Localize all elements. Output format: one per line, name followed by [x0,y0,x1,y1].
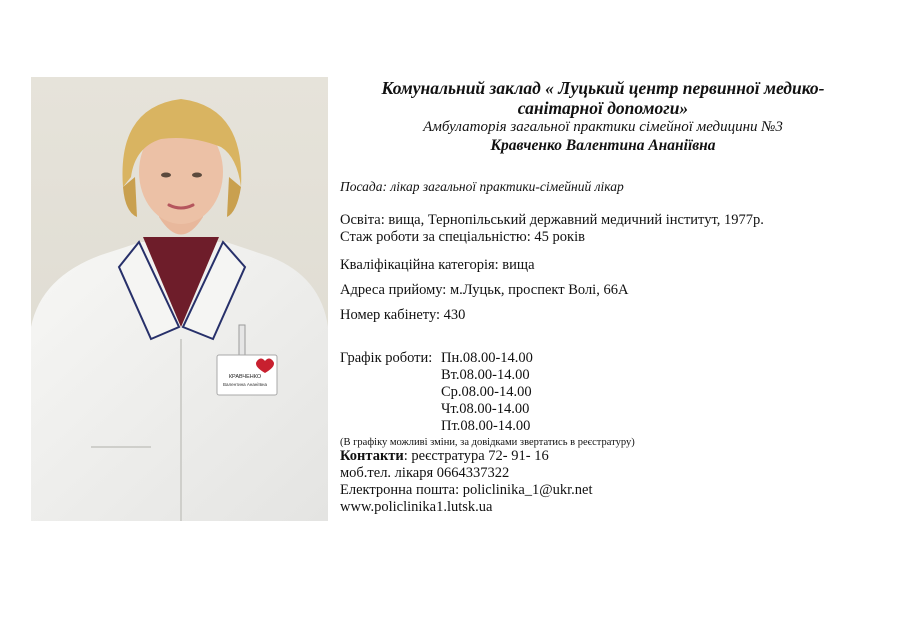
org-name-line2: санітарної допомоги» [517,98,689,118]
badge-surname: КРАВЧЕНКО [228,374,262,380]
schedule-day: Вт.08.00-14.00 [441,367,530,383]
mobile-line: моб.тел. лікаря 0664337322 [340,465,510,481]
badge-given-name: Валентина Ананіївна [222,382,268,387]
schedule-day: Пн.08.00-14.00 [441,350,533,366]
registry-phone: : реєстратура 72- 91- 16 [403,448,549,464]
experience-line: Стаж роботи за спеціальністю: 45 років [340,229,585,245]
schedule-note: (В графіку можливі зміни, за довідками звертатись в реєстратуру) [340,437,635,448]
doctor-name: Кравченко Валентина Ананіївна [490,137,716,154]
contacts-label: Контакти [340,448,404,464]
subdivision-name: Амбулаторія загальної практики сімейної медицини №3 [423,119,783,135]
address-line: Адреса прийому: м.Луцьк, проспект Волі, 66А [340,282,629,298]
email-line: Електронна пошта: policlinika_1@ukr.net [340,482,593,498]
header [338,78,868,155]
schedule-day: Ср.08.00-14.00 [441,384,532,400]
schedule-day: Чт.08.00-14.00 [441,401,530,417]
schedule-label: Графік роботи: [340,350,433,366]
position-line: Посада: лікар загальної практики-сімейний лікар [340,179,624,194]
education-line: Освіта: вища, Тернопільський державний медичний інститут, 1977р. [340,212,764,228]
website-line: www.policlinika1.lutsk.ua [340,499,493,515]
doctor-photo [31,77,328,521]
office-line: Номер кабінету: 430 [340,307,466,323]
contacts-registry-line [340,448,549,465]
name-badge [217,355,277,395]
org-name-line1: Комунальний заклад « Луцький центр первинної медико- [381,78,825,98]
schedule-day: Пт.08.00-14.00 [441,418,531,434]
qualification-line: Кваліфікаційна категорія: вища [340,257,535,273]
